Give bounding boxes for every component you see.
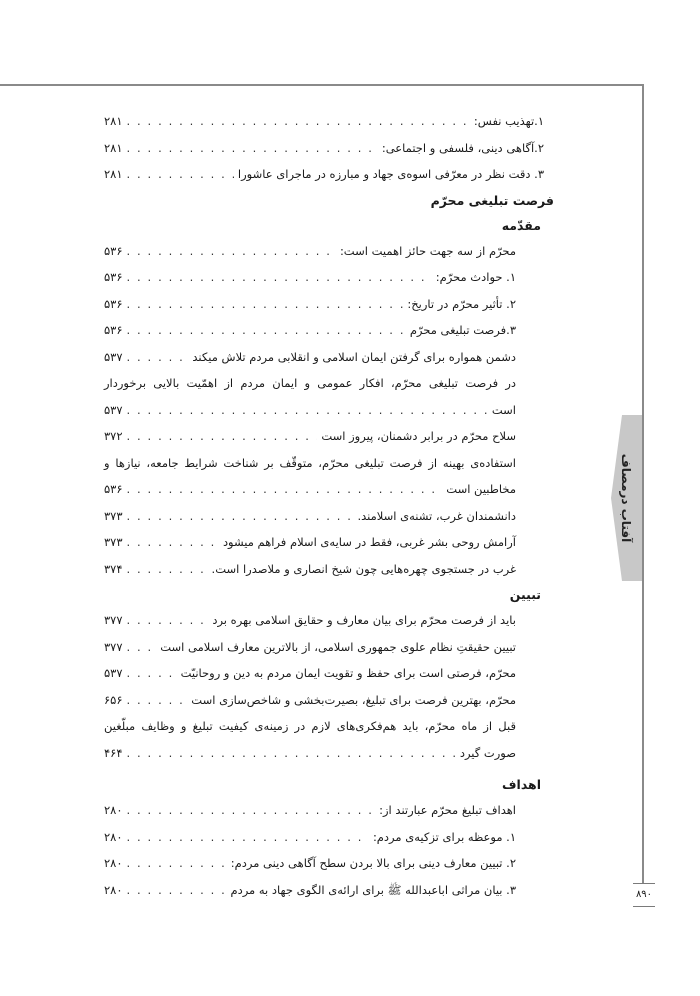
toc-entry-title: دانشمندان غرب، تشنه‌ی اسلامند.: [357, 508, 516, 523]
toc-entry-page: ۲۸۰: [104, 856, 123, 870]
dot-leader: [127, 877, 227, 904]
toc-entry-title: محرّم، بهترین فرصت برای تبلیغ، بصیرت‌بخشی و شاخص‌سازی است: [191, 692, 516, 707]
toc-entry[interactable]: [104, 291, 544, 318]
dot-leader: [127, 797, 376, 824]
toc-entry-page: ۵۳۶: [104, 323, 123, 337]
toc-entry-title: محرّم، فرصتی است برای حفظ و تقویت ایمان مردم به دین و روحانیّت: [180, 666, 516, 680]
toc-entry-page: ۵۳۶: [104, 482, 123, 496]
toc-entry-title-line: قبل از ماه محرّم، باید هم‌فکری‌های لازم در زمینه‌ی کیفیت تبلیغ و وظایف مبلّغین: [104, 719, 516, 733]
toc-entry-page: ۲۸۰: [104, 882, 123, 897]
toc-entry-title: دشمن همواره برای گرفتن ایمان اسلامی و انقلابی مردم تلاش میکند: [192, 349, 516, 364]
dot-leader: [127, 503, 354, 530]
toc-entry[interactable]: [104, 317, 544, 344]
dot-leader: [127, 476, 443, 503]
toc-entry-title-line: استفاده‌ی بهینه از فرصت تبلیغی محرّم، متوقّف بر شناخت شرایط جامعه، نیازها و: [104, 455, 516, 470]
toc-entry-title: محرّم از سه جهت حائز اهمیت است:: [339, 243, 516, 258]
section-title: فرصت تبلیغی محرّم: [430, 192, 554, 208]
toc-entry[interactable]: [104, 850, 544, 877]
toc-entry-title: غرب در جستجوی چهره‌هایی چون شیخ انصاری و ملاصدرا است.: [211, 561, 516, 576]
table-of-contents: [104, 108, 554, 903]
toc-entry-title: ۲.آگاهی دینی، فلسفی و اجتماعی:: [381, 140, 544, 155]
toc-entry-title: اهداف تبلیغ محرّم عبارتند از:: [379, 803, 516, 817]
dot-leader: [127, 423, 318, 450]
toc-entry-title: است: [491, 402, 516, 417]
toc-entry-page: ۳۷۴: [104, 561, 123, 576]
toc-entry-page: ۳۷۳: [104, 508, 123, 523]
dot-leader: [127, 687, 188, 714]
toc-entry[interactable]: [104, 135, 544, 162]
toc-entry-page: ۵۳۷: [104, 666, 123, 680]
toc-entry-title: آرامش روحی بشر غربی، فقط در سایه‌ی اسلام فراهم میشود: [222, 535, 516, 549]
toc-entry-page: ۵۳۶: [104, 243, 123, 258]
toc-entry-page: ۲۸۰: [104, 829, 123, 844]
toc-entry-title: ۳. دقت نظر در معرّفی اسوه‌ی جهاد و مبارزه در ماجرای عاشورا: [237, 167, 544, 181]
toc-entry[interactable]: [104, 423, 544, 450]
toc-entry[interactable]: [104, 503, 544, 530]
toc-entry-page: ۲۸۱: [104, 140, 123, 155]
toc-entry-page: ۲۸۱: [104, 114, 123, 128]
toc-entry-page: ۳۷۷: [104, 613, 123, 627]
toc-entry-page: ۵۳۶: [104, 270, 123, 284]
dot-leader: [127, 529, 219, 556]
toc-entry-title: سلاح محرّم در برابر دشمنان، پیروز است: [321, 429, 516, 443]
dot-leader: [127, 317, 406, 344]
toc-entry-page: ۲۸۰: [104, 803, 123, 817]
toc-entry[interactable]: [104, 161, 544, 188]
toc-entry-wrapped[interactable]: [104, 450, 544, 503]
toc-entry[interactable]: [104, 797, 544, 824]
toc-entry[interactable]: [104, 687, 544, 714]
chapter-tab-label: آفتاب درمصاف: [619, 453, 633, 543]
toc-entry-wrapped[interactable]: [104, 370, 544, 423]
dot-leader: [127, 556, 208, 583]
toc-entry-page: ۶۵۶: [104, 692, 123, 707]
toc-entry[interactable]: [104, 264, 544, 291]
dot-leader: [127, 291, 404, 318]
dot-leader: [127, 824, 369, 851]
toc-entry-page: ۵۳۷: [104, 349, 123, 364]
toc-entry[interactable]: [104, 108, 544, 135]
dot-leader: [127, 634, 157, 661]
toc-entry-title: باید از فرصت محرّم برای بیان معارف و حقایق اسلامی بهره برد: [212, 613, 516, 627]
toc-entry[interactable]: [104, 877, 544, 904]
toc-entry-title: مخاطبین است: [446, 482, 516, 496]
toc-entry-title: ۱. موعظه برای تزکیه‌ی مردم:: [372, 829, 516, 844]
toc-entry[interactable]: [104, 634, 544, 661]
dot-leader: [127, 264, 432, 291]
toc-entry-title-line: در فرصت تبلیغی محرّم، افکار عمومی و ایمان مردم از اهمّیت بالایی برخوردار: [104, 376, 516, 390]
dot-leader: [127, 397, 488, 424]
toc-entry-title: ۲. تبیین معارف دینی برای بالا بردن سطح آگاهی دینی مردم:: [230, 856, 516, 870]
toc-entry[interactable]: [104, 607, 544, 634]
toc-entry-page: ۳۷۷: [104, 639, 123, 654]
subsection-heading-goals: اهداف: [502, 777, 541, 792]
dot-leader: [127, 660, 177, 687]
toc-entry-wrapped[interactable]: [104, 713, 544, 766]
dot-leader: [127, 108, 470, 135]
toc-entry-page: ۵۳۷: [104, 402, 123, 417]
dot-leader: [127, 344, 189, 371]
subsection-heading-explanation: تبیین: [509, 587, 541, 602]
header-rule: [0, 84, 644, 86]
chapter-tab: [611, 415, 642, 581]
dot-leader: [127, 161, 234, 188]
toc-entry-page: ۴۶۴: [104, 745, 123, 760]
toc-entry-page: ۳۷۲: [104, 429, 123, 443]
toc-entry-page: ۵۳۶: [104, 296, 123, 311]
toc-entry-title: ۱.تهذیب نفس:: [473, 114, 544, 128]
dot-leader: [127, 850, 227, 877]
toc-entry-page: ۳۷۳: [104, 535, 123, 549]
toc-entry[interactable]: [104, 344, 544, 371]
dot-leader: [127, 135, 378, 162]
dot-leader: [127, 740, 456, 767]
dot-leader: [127, 607, 209, 634]
toc-entry-page: ۲۸۱: [104, 167, 123, 181]
subsection-heading-intro: مقدّمه: [501, 217, 541, 233]
toc-entry[interactable]: [104, 824, 544, 851]
toc-entry[interactable]: [104, 529, 544, 556]
dot-leader: [127, 238, 336, 265]
toc-entry-title: ۲. تأثیر محرّم در تاریخ:: [407, 296, 516, 311]
toc-entry-title: تبیین حقیقتِ نظام علوی جمهوری اسلامی، از بالاترین معارف اسلامی است: [160, 639, 516, 654]
toc-entry[interactable]: [104, 556, 544, 583]
toc-entry[interactable]: [104, 660, 544, 687]
toc-entry-title: ۱. حوادث محرّم:: [435, 270, 516, 284]
margin-rule: [642, 84, 644, 884]
page-number: ۸۹۰: [633, 883, 655, 907]
toc-entry-title: ۳.فرصت تبلیغی محرّم: [409, 323, 516, 337]
toc-entry-title: صورت گیرد: [459, 745, 516, 760]
toc-entry-title: ۳. بیان مراثی اباعبدالله ﷺ برای ارائه‌ی الگوی جهاد به مردم: [230, 882, 516, 897]
toc-entry[interactable]: [104, 238, 544, 265]
